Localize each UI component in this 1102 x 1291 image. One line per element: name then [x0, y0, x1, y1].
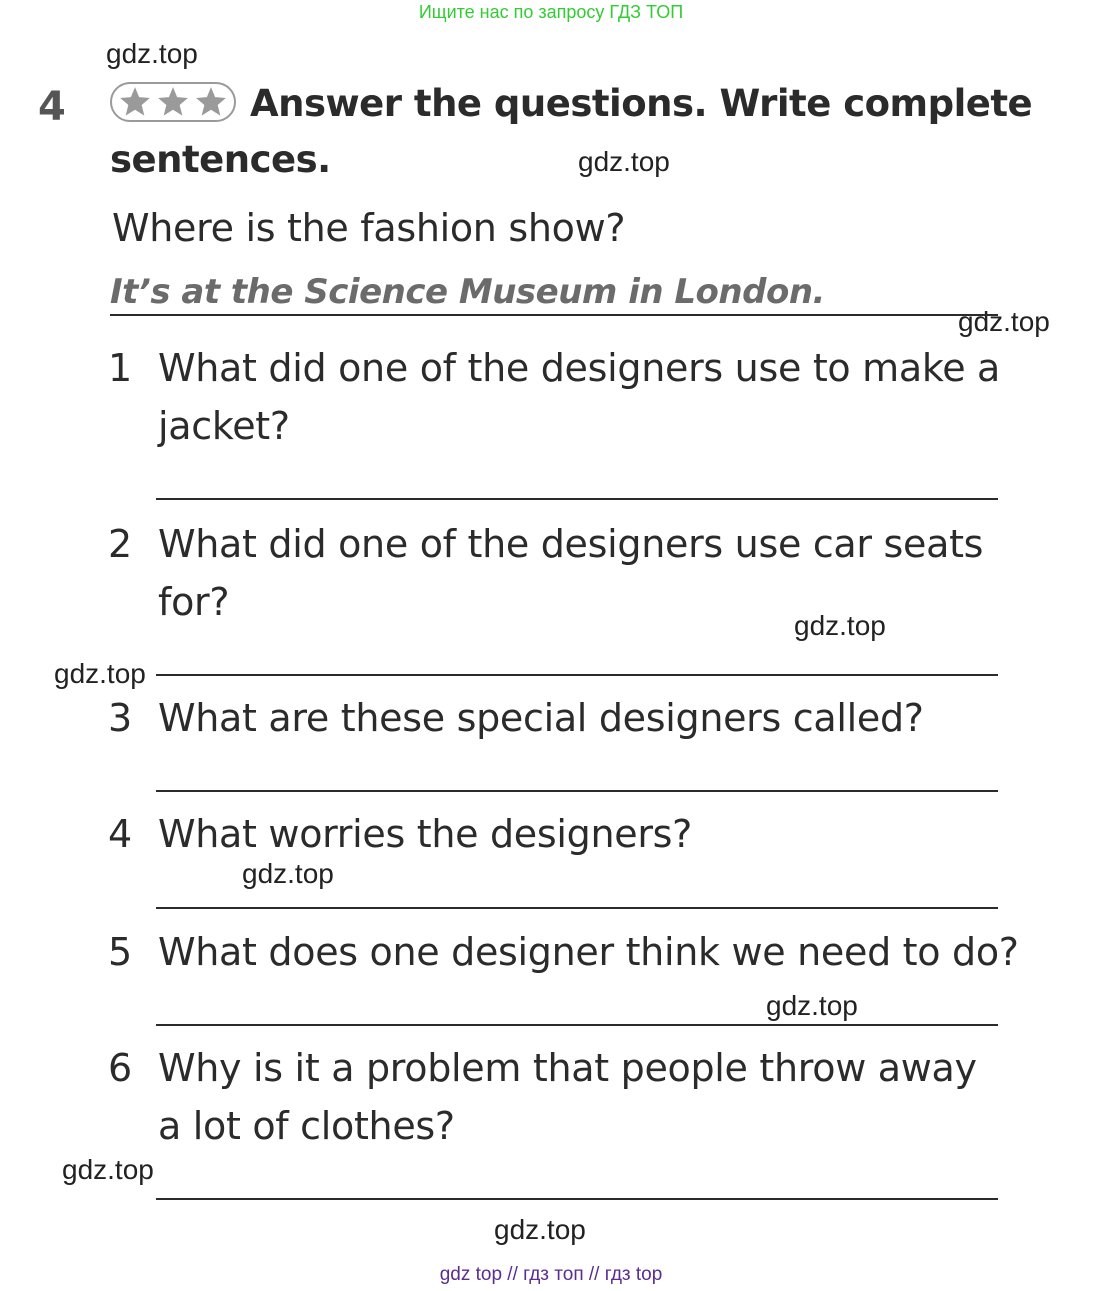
question-text: What does one designer think we need to do? [158, 930, 1019, 974]
question-text-continued: a lot of clothes? [158, 1104, 455, 1148]
instruction-line-1: Answer the questions. Write complete [250, 82, 1033, 125]
question-number: 6 [108, 1046, 133, 1090]
example-question: Where is the fashion show? [112, 206, 626, 250]
difficulty-rating [110, 82, 236, 122]
question-text: Why is it a problem that people throw away [158, 1046, 977, 1090]
question-number: 4 [108, 812, 133, 856]
question-text-continued: for? [158, 580, 230, 624]
answer-line[interactable] [156, 1024, 998, 1026]
question-number: 1 [108, 346, 133, 390]
answer-line[interactable] [156, 674, 998, 676]
star-icon [192, 85, 230, 119]
answer-line[interactable] [156, 498, 998, 500]
answer-line[interactable] [156, 790, 998, 792]
answer-line[interactable] [156, 907, 998, 909]
watermark: gdz.top [106, 38, 198, 69]
watermark: gdz.top [794, 610, 886, 641]
question-number: 3 [108, 696, 133, 740]
footer-links[interactable]: gdz top // гдз топ // гдз top [439, 1264, 663, 1285]
watermark: gdz.top [242, 858, 334, 889]
question-number: 2 [108, 522, 133, 566]
question-text: What did one of the designers use to make a [158, 346, 1001, 390]
instruction-line-2: sentences. [110, 138, 331, 181]
watermark: gdz.top [494, 1214, 586, 1245]
top-banner-link[interactable]: Ищите нас по запросу ГДЗ ТОП [418, 2, 684, 22]
question-text: What did one of the designers use car seats [158, 522, 984, 566]
question-text: What are these special designers called? [158, 696, 924, 740]
watermark: gdz.top [766, 990, 858, 1021]
watermark: gdz.top [54, 658, 146, 689]
watermark: gdz.top [578, 146, 670, 177]
question-text: What worries the designers? [158, 812, 693, 856]
star-icon [116, 85, 154, 119]
watermark: gdz.top [62, 1154, 154, 1185]
question-text-continued: jacket? [158, 404, 290, 448]
example-answer-line [110, 314, 998, 316]
exercise-number: 4 [38, 84, 66, 130]
star-icon [154, 85, 192, 119]
answer-line[interactable] [156, 1198, 998, 1200]
question-number: 5 [108, 930, 133, 974]
watermark: gdz.top [958, 306, 1050, 337]
example-answer: It’s at the Science Museum in London. [110, 272, 825, 312]
